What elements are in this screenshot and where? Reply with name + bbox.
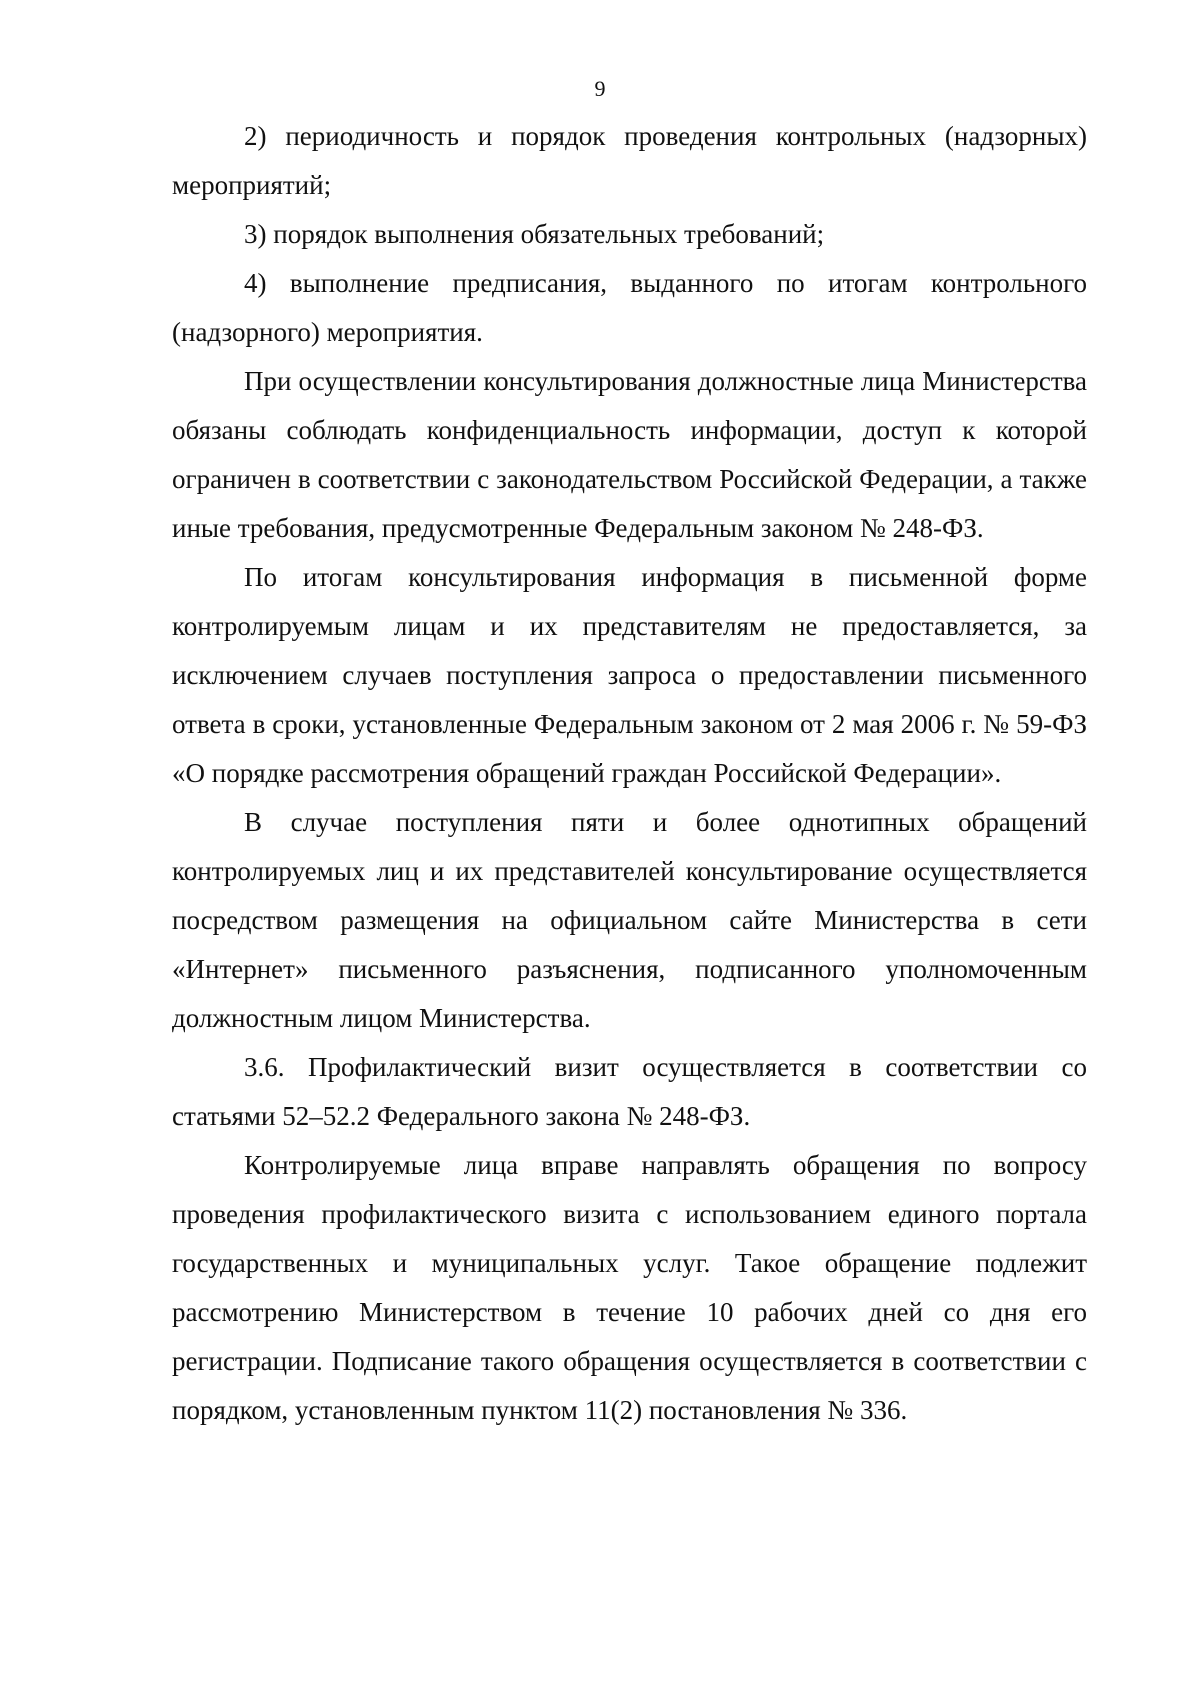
paragraph-item-2: 2) периодичность и порядок проведения контрольных (надзорных) мероприятий; <box>172 121 1087 200</box>
paragraph-item-4: 4) выполнение предписания, выданного по итогам контрольного (надзорного) мероприятия. <box>172 268 1087 347</box>
paragraph-item-3: 3) порядок выполнения обязательных требований; <box>244 219 825 249</box>
paragraph-confidentiality: При осуществлении консультирования должностные лица Министерства обязаны соблюдать конфиденциальность информации, доступ к которой ограничен в соответствии с законодательством Российской Федерации, а также иные требования, предусмотренные Федеральным законом № 248-ФЗ. <box>172 366 1087 543</box>
paragraph-section-3-6: 3.6. Профилактический визит осуществляется в соответствии со статьями 52–52.2 Федерального закона № 248-ФЗ. <box>172 1052 1087 1131</box>
paragraph-similar-requests: В случае поступления пяти и более однотипных обращений контролируемых лиц и их представителей консультирование осуществляется посредством размещения на официальном сайте Министерства в сети «Интернет» письменного разъяснения, подписанного уполномоченным должностным лицом Министерства. <box>172 807 1087 1033</box>
page-number: 9 <box>594 76 606 101</box>
paragraph-preventive-visit-requests: Контролируемые лица вправе направлять обращения по вопросу проведения профилактического визита с использованием единого портала государственных и муниципальных услуг. Такое обращение подлежит рассмотрению Министерством в течение 10 рабочих дней со дня его регистрации. Подписание такого обращения осуществляется в соответствии с порядком, установленным пунктом 11(2) постановления № 336. <box>172 1150 1087 1425</box>
paragraph-written-response: По итогам консультирования информация в письменной форме контролируемым лицам и их представителям не предоставляется, за исключением случаев поступления запроса о предоставлении письменного ответа в сроки, установленные Федеральным законом от 2 мая 2006 г. № 59-ФЗ «О порядке рассмотрения обращений граждан Российской Федерации». <box>172 562 1087 788</box>
document-body <box>172 112 1087 1435</box>
